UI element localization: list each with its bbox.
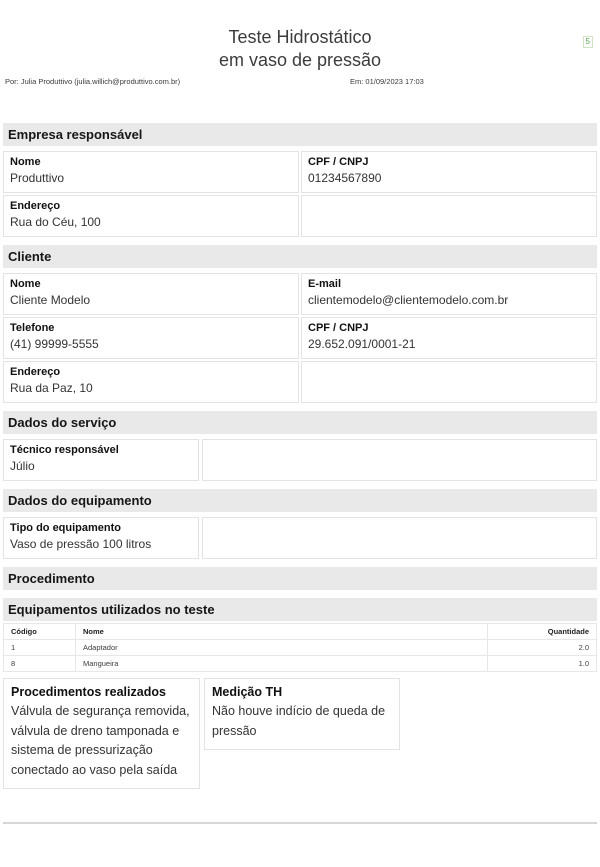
document-title	[0, 26, 600, 72]
section-cliente	[3, 245, 597, 403]
spacer	[3, 434, 597, 437]
section-title-dados-servico: Dados do serviço	[3, 411, 597, 434]
footer-divider	[3, 822, 597, 824]
field-nome-cliente	[3, 273, 299, 315]
page-number-badge: 5	[583, 36, 593, 48]
equipment-table-header-row	[3, 623, 597, 640]
document-title-line1: Teste Hidrostático	[228, 27, 372, 47]
field-value: 01234567890	[308, 171, 382, 185]
field-row	[3, 273, 597, 315]
field-label: Tipo do equipamento	[10, 522, 122, 534]
cell-nome: Adaptador	[75, 640, 488, 656]
note-label: Medição TH	[212, 685, 283, 699]
column-header-quantidade: Quantidade	[487, 623, 597, 640]
section-title-equipamentos-teste: Equipamentos utilizados no teste	[3, 598, 597, 621]
section-dados-equipamento	[3, 489, 597, 559]
field-tipo-equipamento	[3, 517, 199, 559]
author-line: Por: Julia Produttivo (julia.willich@produttivo.com.br)	[5, 77, 181, 86]
field-row	[3, 317, 597, 359]
note-medicao-th	[204, 678, 400, 750]
field-label: CPF / CNPJ	[308, 156, 369, 168]
cell-quantidade: 1.0	[487, 656, 597, 672]
field-cpf-cnpj-empresa	[301, 151, 597, 193]
section-procedimento	[3, 567, 597, 590]
notes-row	[3, 678, 597, 789]
field-email-cliente	[301, 273, 597, 315]
field-value: (41) 99999-5555	[10, 337, 99, 351]
field-cpf-cnpj-cliente	[301, 317, 597, 359]
field-endereco-cliente	[3, 361, 299, 403]
field-endereco-empresa	[3, 195, 299, 237]
field-value: 29.652.091/0001-21	[308, 337, 416, 351]
cell-codigo: 8	[3, 656, 76, 672]
field-label: Endereço	[10, 200, 61, 212]
cell-nome: Mangueira	[75, 656, 488, 672]
field-label: Nome	[10, 278, 41, 290]
field-label: Nome	[10, 156, 41, 168]
field-empty-cell	[202, 439, 597, 481]
equipment-table	[3, 623, 597, 672]
field-value: Vaso de pressão 100 litros	[10, 537, 152, 551]
field-empty-cell	[301, 195, 597, 237]
note-text: Não houve indício de queda de pressão	[212, 704, 386, 738]
field-label: E-mail	[308, 278, 342, 290]
field-row	[3, 361, 597, 403]
note-text: Válvula de segurança removida, válvula de dreno tamponada e sistema de pressurização conectado ao vaso pela saída	[11, 704, 190, 777]
section-title-procedimento: Procedimento	[3, 567, 597, 590]
cell-quantidade: 2.0	[487, 640, 597, 656]
field-label: Telefone	[10, 322, 55, 334]
field-value: clientemodelo@clientemodelo.com.br	[308, 293, 509, 307]
field-tecnico-responsavel	[3, 439, 199, 481]
field-label: Técnico responsável	[10, 444, 119, 456]
field-empty-cell	[202, 517, 597, 559]
field-value: Júlio	[10, 459, 35, 473]
field-empty-cell	[301, 361, 597, 403]
section-empresa-responsavel	[3, 123, 597, 237]
section-title-empresa: Empresa responsável	[3, 123, 597, 146]
section-title-cliente: Cliente	[3, 245, 597, 268]
table-row	[3, 640, 597, 656]
document-header	[0, 0, 600, 86]
section-equipamentos-teste	[3, 598, 597, 672]
field-value: Rua do Céu, 100	[10, 215, 101, 229]
column-header-codigo: Código	[3, 623, 76, 640]
document-byline	[0, 77, 600, 86]
section-dados-servico	[3, 411, 597, 481]
note-procedimentos-realizados	[3, 678, 200, 789]
note-label: Procedimentos realizados	[11, 685, 166, 699]
field-row	[3, 517, 597, 559]
field-telefone-cliente	[3, 317, 299, 359]
section-title-dados-equipamento: Dados do equipamento	[3, 489, 597, 512]
table-row	[3, 656, 597, 672]
field-value: Rua da Paz, 10	[10, 381, 93, 395]
sections-container	[3, 123, 597, 789]
spacer	[3, 146, 597, 149]
datetime-line: Em: 01/09/2023 17:03	[350, 77, 424, 86]
spacer	[3, 512, 597, 515]
document-title-line2: em vaso de pressão	[218, 50, 382, 70]
field-label: Endereço	[10, 366, 61, 378]
field-row	[3, 151, 597, 193]
field-label: CPF / CNPJ	[308, 322, 369, 334]
field-row	[3, 195, 597, 237]
cell-codigo: 1	[3, 640, 76, 656]
column-header-nome: Nome	[75, 623, 488, 640]
field-row	[3, 439, 597, 481]
field-nome-empresa	[3, 151, 299, 193]
field-value: Produttivo	[10, 171, 65, 185]
spacer	[3, 268, 597, 271]
field-value: Cliente Modelo	[10, 293, 91, 307]
